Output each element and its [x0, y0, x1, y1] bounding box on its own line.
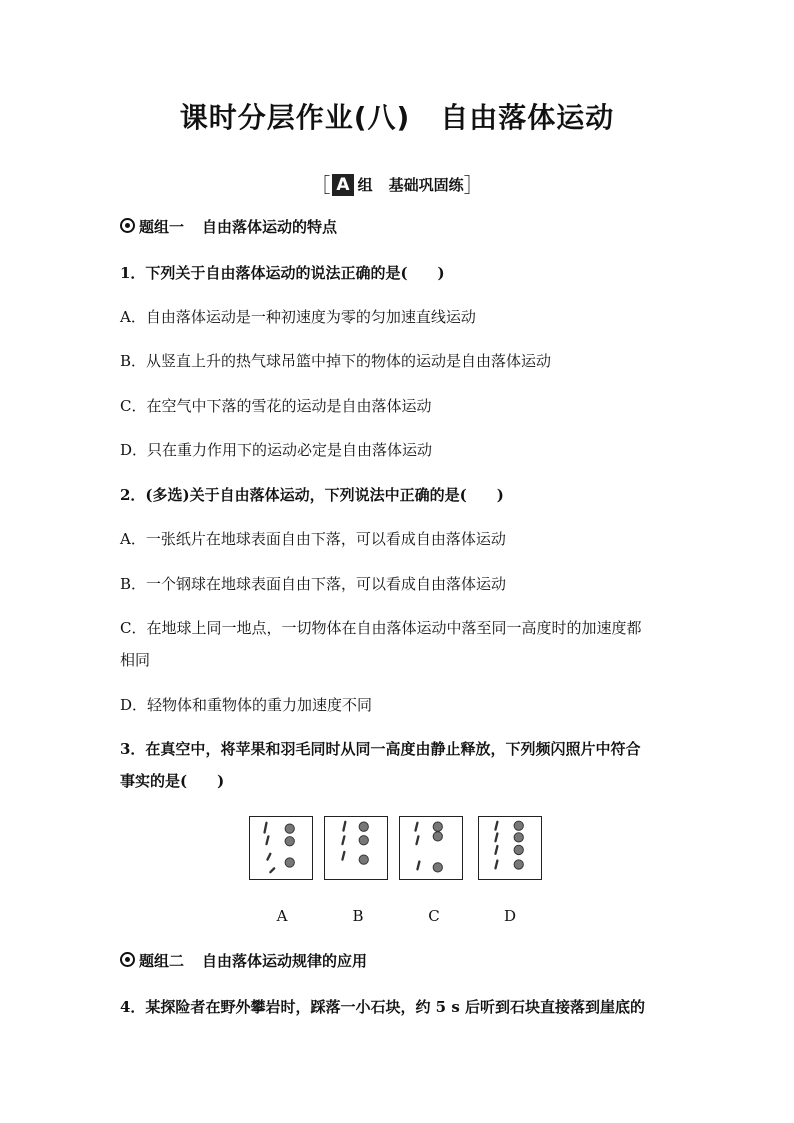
question-1-option-d: D．只在重力作用下的运动必定是自由落体运动 — [120, 441, 433, 459]
question-1-stem: 1．下列关于自由落体运动的说法正确的是( ) — [120, 264, 445, 282]
group-label: 组 — [357, 176, 373, 194]
question-2-option-b: B．一个钢球在地球表面自由下落，可以看成自由落体运动 — [120, 575, 507, 593]
question-3-stem-line1: 3．在真空中，将苹果和羽毛同时从同一高度由静止释放，下列频闪照片中符合 — [120, 740, 641, 758]
figure-label-a: A — [276, 907, 288, 925]
strobe-photo-a — [249, 816, 313, 880]
figure-label-c: C — [428, 907, 440, 925]
strobe-photo-d — [478, 816, 542, 880]
question-3-stem-line2: 事实的是( ) — [120, 772, 225, 790]
question-2-option-d: D．轻物体和重物体的重力加速度不同 — [120, 696, 373, 714]
title-part2: 自由落体运动 — [440, 101, 615, 134]
question-4-stem: 4．某探险者在野外攀岩时，踩落一小石块，约 5 s 后听到石块直接落到崖底的 — [120, 998, 645, 1016]
section-heading-2: 题组二 自由落体运动规律的应用 — [120, 950, 367, 971]
strobe-photo-b — [324, 816, 388, 880]
page-title — [0, 96, 794, 136]
question-2-stem: 2．(多选)关于自由落体运动，下列说法中正确的是( ) — [120, 486, 504, 504]
close-bracket: ］ — [463, 173, 484, 197]
group-header — [0, 169, 794, 198]
question-2-option-a: A．一张纸片在地球表面自由下落，可以看成自由落体运动 — [120, 530, 506, 548]
question-2-option-c: C．在地球上同一地点，一切物体在自由落体运动中落至同一高度时的加速度都 — [120, 619, 642, 637]
section-heading-1: 题组一 自由落体运动的特点 — [120, 216, 337, 237]
section-bullet-icon — [120, 218, 135, 233]
question-2-option-c-cont: 相同 — [120, 651, 151, 669]
group-badge: A — [332, 174, 353, 196]
group-name: 基础巩固练 — [388, 176, 464, 194]
title-part1: 课时分层作业(八) — [179, 101, 411, 134]
section-bullet-icon — [120, 952, 135, 967]
figure-label-b: B — [352, 907, 364, 925]
question-1-option-a: A．自由落体运动是一种初速度为零的匀加速直线运动 — [120, 308, 476, 326]
open-bracket: ［ — [310, 173, 331, 197]
strobe-photo-figures — [0, 816, 794, 882]
strobe-photo-c — [399, 816, 463, 880]
figure-label-d: D — [503, 907, 517, 925]
question-1-option-c: C．在空气中下落的雪花的运动是自由落体运动 — [120, 397, 432, 415]
question-1-option-b: B．从竖直上升的热气球吊篮中掉下的物体的运动是自由落体运动 — [120, 352, 552, 370]
